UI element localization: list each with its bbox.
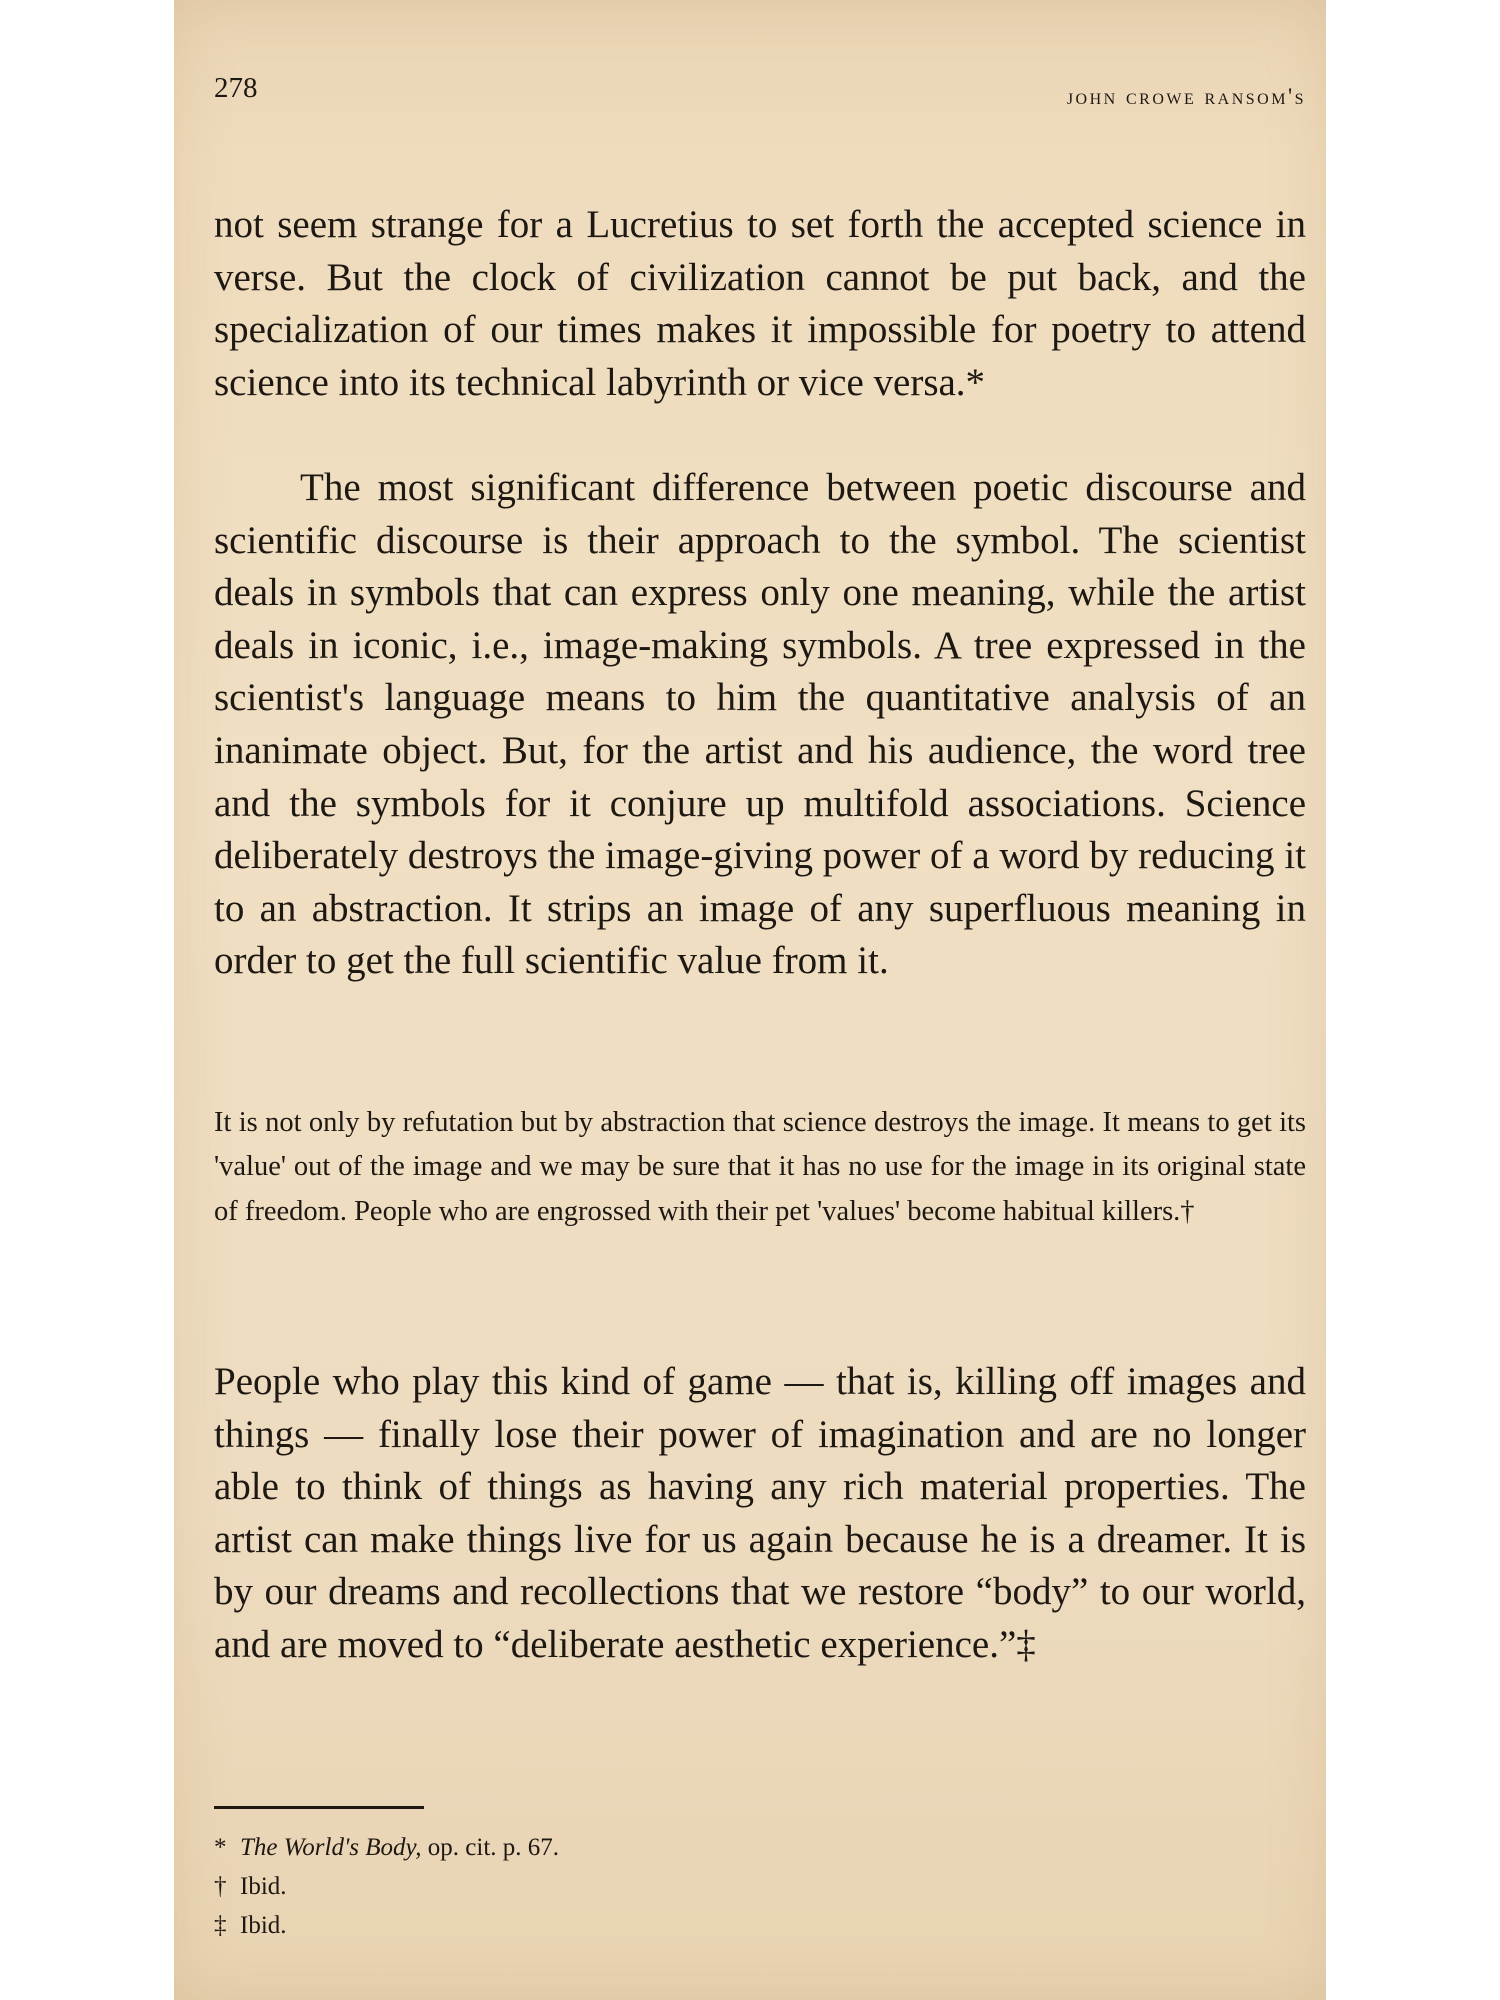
running-title: john crowe ransom's: [1066, 84, 1306, 109]
footnote-mark: ‡: [214, 1912, 227, 1939]
page-number: 278: [214, 72, 258, 104]
footnote-3: [214, 1906, 559, 1945]
block-quote: It is not only by refutation but by abstraction that science destroys the image. It means to get its 'value' out of the image and we may be sure that it has no use for the image in its original state of freedom. People who are engrossed with their pet 'values' become habitual killers.†: [214, 1106, 1306, 1227]
running-head: [214, 72, 1306, 112]
footnote-text: Ibid.: [240, 1912, 287, 1939]
footnote-text: op. cit. p. 67.: [421, 1834, 560, 1861]
paragraph-3: People who play this kind of game — that is, killing off images and things — finally lose their power of imagination and are no longer able to think of things as having any rich material properties. The artist can make things live for us again because he is a dreamer. It is by our dreams and recollections that we restore “body” to our world, and are moved to “deliberate aesthetic experience.”‡: [214, 1360, 1306, 1666]
book-page: [174, 0, 1326, 2000]
paragraph-2: The most significant difference between poetic discourse and scientific discourse is their approach to the symbol. The scientist deals in symbols that can express only one meaning, while the artist deals in iconic, i.e., image-making symbols. A tree expressed in the scientist's language means to him the quantitative analysis of an inanimate object. But, for the artist and his audience, the word tree and the symbols for it conjure up multifold associations. Science deliberately destroys the image-giving power of a word by reducing it to an abstraction. It strips an image of any superfluous meaning in order to get the full scientific value from it.: [214, 466, 1306, 983]
footnote-2: [214, 1867, 559, 1906]
footnote-mark: *: [214, 1834, 227, 1861]
paragraph-1: not seem strange for a Lucretius to set forth the accepted science in verse. But the clock of civilization cannot be put back, and the specialization of our times makes it impossible for poetry to attend science into its technical labyrinth or vice versa.*: [214, 203, 1306, 404]
footnote-book-title: The World's Body,: [240, 1834, 422, 1861]
footnote-mark: †: [214, 1873, 227, 1900]
footnotes: [214, 1828, 559, 1945]
footnote-1: [214, 1828, 559, 1867]
footnote-text: Ibid.: [240, 1873, 287, 1900]
footnote-rule: [214, 1806, 424, 1809]
